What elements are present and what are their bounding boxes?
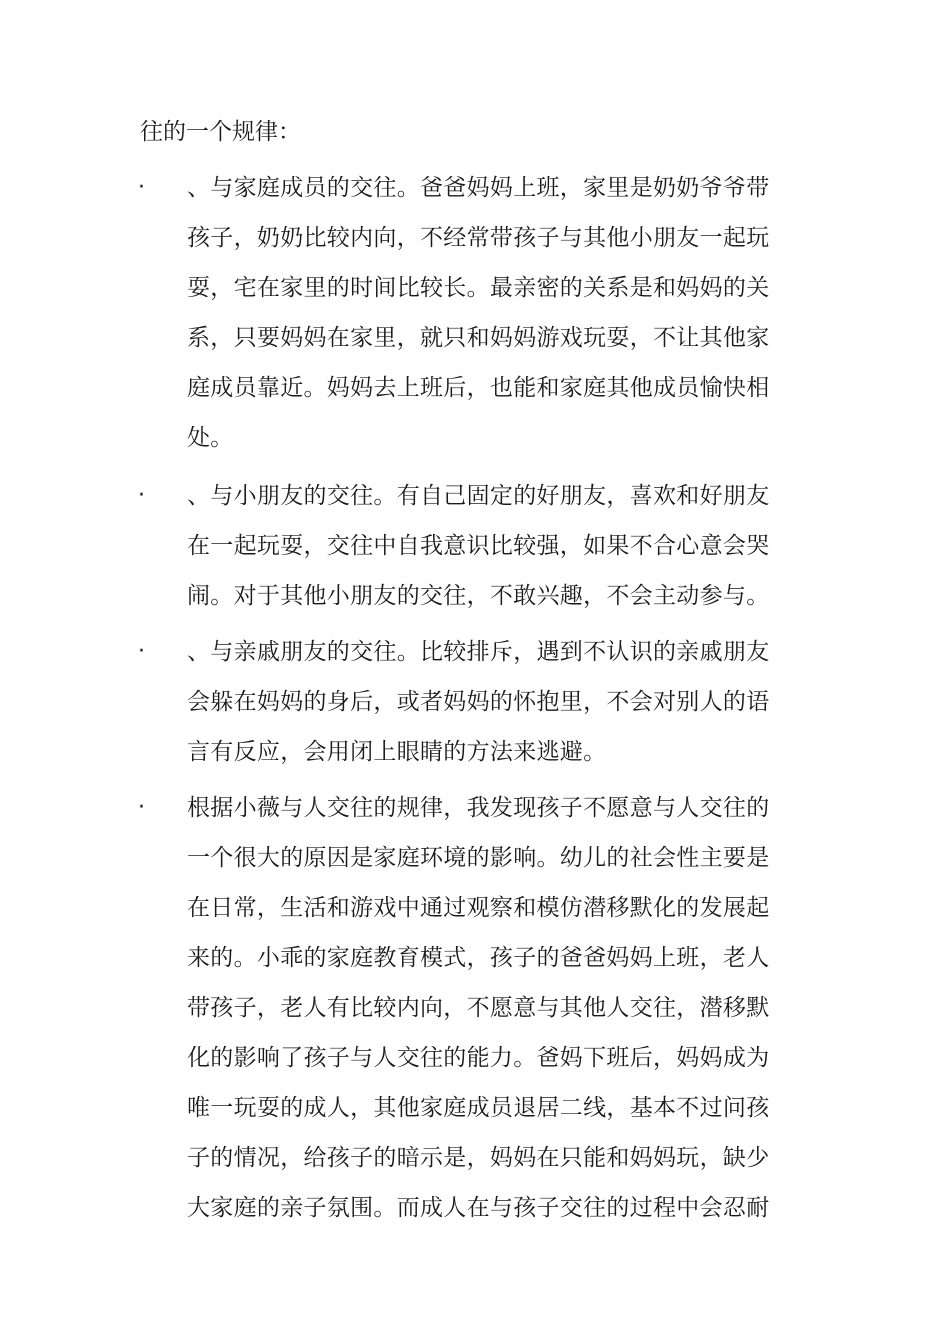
text-line: 、与家庭成员的交往。爸爸妈妈上班，家里是奶奶爷爷带 — [187, 175, 770, 201]
text-line: 化的影响了孩子与人交往的能力。爸妈下班后，妈妈成为 — [187, 1045, 770, 1071]
text-line: 根据小薇与人交往的规律，我发现孩子不愿意与人交往的 — [187, 795, 770, 821]
text-line: 处。 — [187, 425, 234, 451]
text-line: 一个很大的原因是家庭环境的影响。幼儿的社会性主要是 — [187, 845, 770, 871]
text-line: 、与小朋友的交往。有自己固定的好朋友，喜欢和好朋友 — [187, 483, 770, 509]
lead-text: 往的一个规律： — [140, 119, 301, 145]
text-line: 大家庭的亲子氛围。而成人在与孩子交往的过程中会忍耐 — [187, 1195, 770, 1221]
item-text — [187, 471, 827, 621]
text-line: 在日常，生活和游戏中通过观察和模仿潜移默化的发展起 — [187, 895, 770, 921]
text-line: 会躲在妈妈的身后，或者妈妈的怀抱里，不会对别人的语 — [187, 689, 770, 715]
bullet-dot-icon: · — [138, 639, 145, 664]
text-line: 在一起玩耍，交往中自我意识比较强，如果不合心意会哭 — [187, 533, 770, 559]
item-text — [187, 627, 827, 777]
text-line: 带孩子，老人有比较内向，不愿意与其他人交往，潜移默 — [187, 995, 770, 1021]
item-text — [187, 783, 827, 1233]
bullet-dot-icon: · — [138, 175, 145, 200]
text-line: 、与亲戚朋友的交往。比较排斥，遇到不认识的亲戚朋友 — [187, 639, 770, 665]
bullet-dot-icon: · — [138, 795, 145, 820]
text-line: 耍，宅在家里的时间比较长。最亲密的关系是和妈妈的关 — [187, 275, 770, 301]
bullet-dot-icon: · — [138, 483, 145, 508]
text-line: 唯一玩耍的成人，其他家庭成员退居二线，基本不过问孩 — [187, 1095, 770, 1121]
text-line: 子的情况，给孩子的暗示是，妈妈在只能和妈妈玩，缺少 — [187, 1145, 770, 1171]
text-line: 庭成员靠近。妈妈去上班后，也能和家庭其他成员愉快相 — [187, 375, 770, 401]
item-text — [187, 163, 827, 463]
text-line: 来的。小乖的家庭教育模式，孩子的爸爸妈妈上班，老人 — [187, 945, 770, 971]
text-line: 闹。对于其他小朋友的交往，不敢兴趣，不会主动参与。 — [187, 583, 770, 609]
text-line: 孩子，奶奶比较内向，不经常带孩子与其他小朋友一起玩 — [187, 225, 770, 251]
text-line: 言有反应，会用闭上眼睛的方法来逃避。 — [187, 739, 607, 765]
text-line: 系，只要妈妈在家里，就只和妈妈游戏玩耍，不让其他家 — [187, 325, 770, 351]
